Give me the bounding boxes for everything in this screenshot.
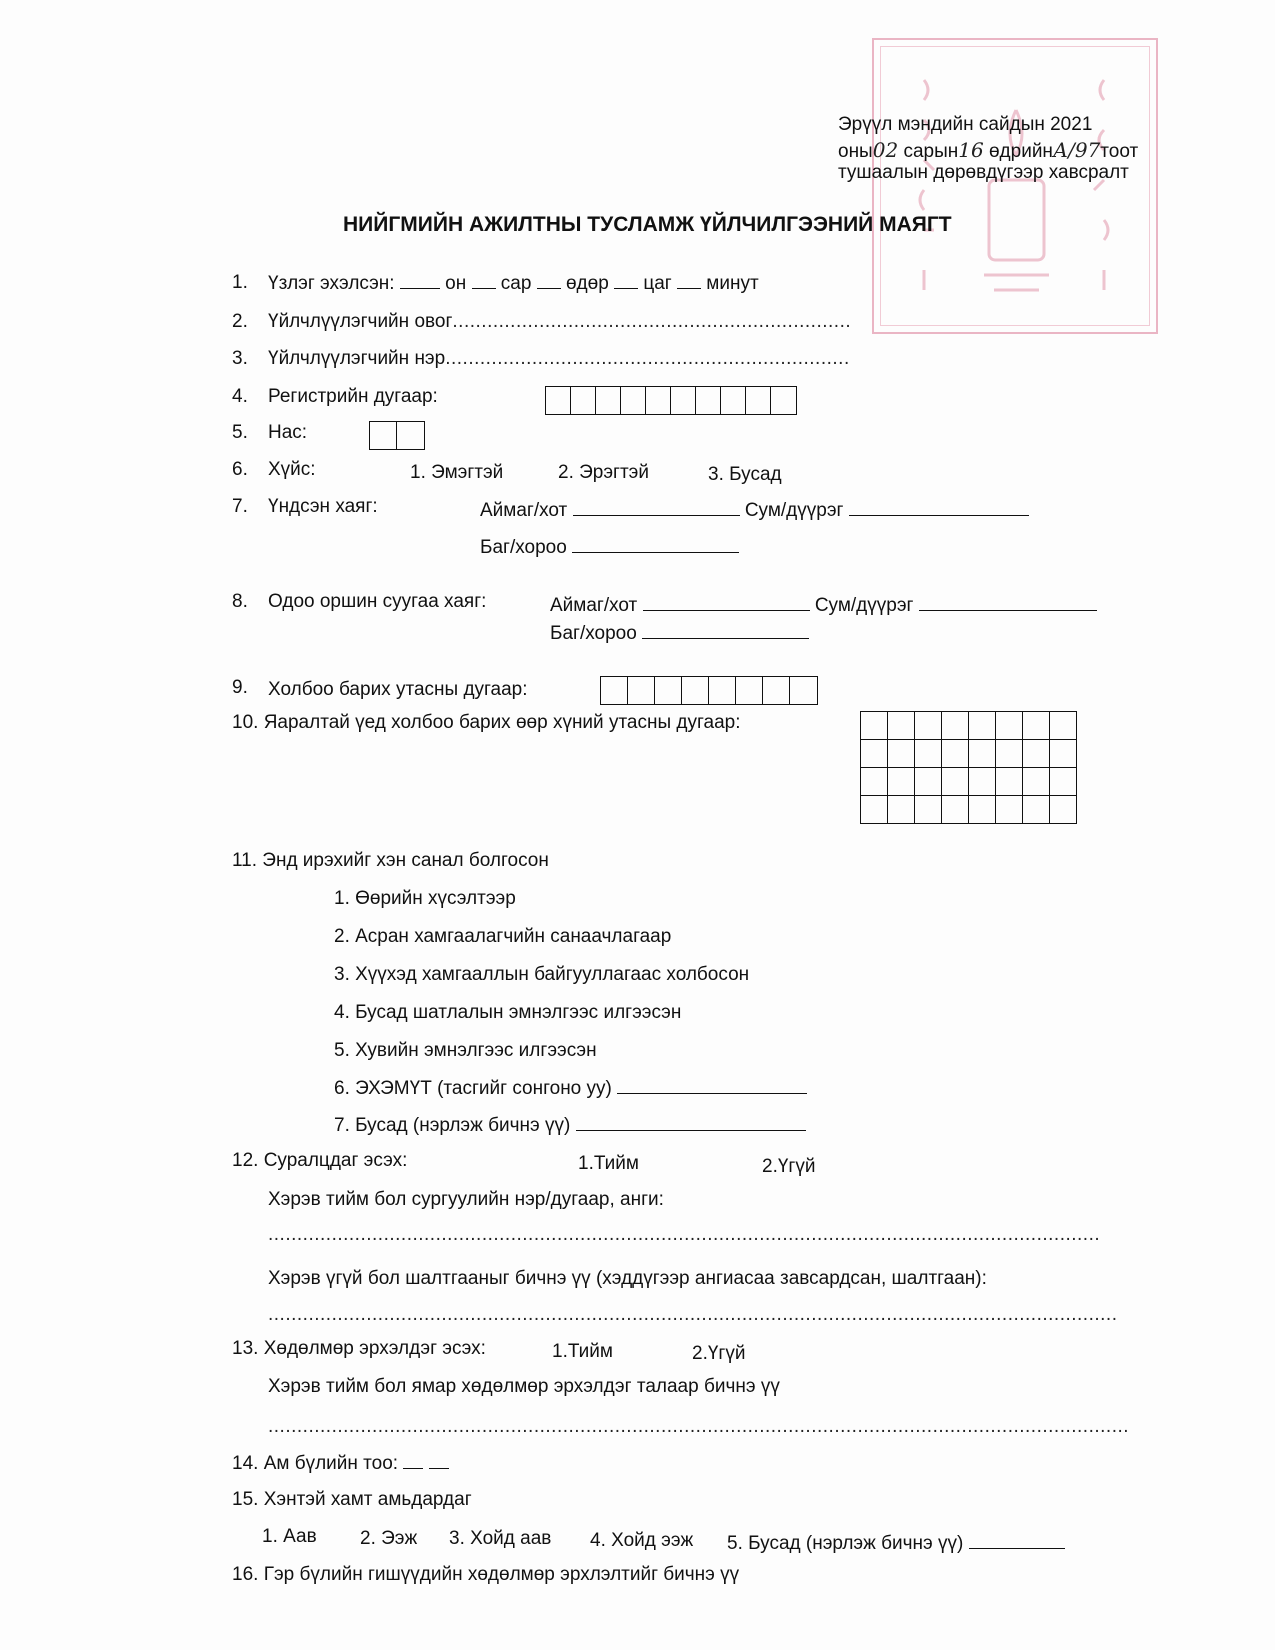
- grid-cell[interactable]: [1050, 712, 1077, 740]
- header-line-2: [838, 138, 1138, 163]
- phone-box[interactable]: [682, 677, 709, 704]
- q15-option-2[interactable]: 2. Ээж: [360, 1528, 418, 1549]
- q4-label: Регистрийн дугаар:: [268, 386, 438, 407]
- grid-cell[interactable]: [1050, 740, 1077, 768]
- reg-box[interactable]: [571, 387, 596, 414]
- q15-option-5[interactable]: 5. Бусад (нэрлэж бичнэ үү): [727, 1533, 964, 1554]
- grid-cell[interactable]: [861, 712, 888, 740]
- reg-box[interactable]: [746, 387, 771, 414]
- q14-label: Ам бүлийн тоо:: [263, 1453, 399, 1474]
- grid-cell[interactable]: [996, 768, 1023, 796]
- q13-row: [232, 1338, 486, 1360]
- q11-option-6-row: [334, 1077, 807, 1100]
- grid-cell[interactable]: [942, 796, 969, 824]
- header-text-toot: тоот: [1100, 141, 1139, 162]
- reg-box[interactable]: [721, 387, 746, 414]
- q11-label: Энд ирэхийг хэн санал болгосон: [262, 850, 549, 871]
- grid-cell[interactable]: [888, 796, 915, 824]
- q14-count-field-2[interactable]: [429, 1452, 449, 1469]
- q8-label: Одоо оршин суугаа хаяг:: [268, 591, 487, 612]
- handwritten-month: 02: [872, 138, 899, 162]
- q8-aimag-field[interactable]: [643, 594, 810, 611]
- q12-no[interactable]: 2.Үгүй: [762, 1156, 816, 1177]
- q1-label: Үзлэг эхэлсэн:: [268, 273, 395, 294]
- q7-aimag-label: Аймаг/хот: [480, 500, 568, 521]
- q7-sum-field[interactable]: [849, 499, 1029, 516]
- q11-option-7-field[interactable]: [576, 1114, 806, 1131]
- q9-number: 9.: [232, 677, 248, 698]
- header-text-ony: оны: [838, 141, 873, 162]
- reg-box[interactable]: [696, 387, 721, 414]
- q1-minute-label: минут: [706, 273, 759, 294]
- q3-label: Үйлчлүүлэгчийн нэр: [268, 348, 446, 369]
- age-box[interactable]: [397, 422, 424, 449]
- q7-label: Үндсэн хаяг:: [268, 496, 378, 517]
- q7-sum-label: Сум/дүүрэг: [744, 500, 844, 521]
- phone-box[interactable]: [601, 677, 628, 704]
- q5-number: 5.: [232, 422, 248, 443]
- q13-label: Хөдөлмөр эрхэлдэг эсэх:: [263, 1338, 486, 1359]
- grid-cell[interactable]: [915, 796, 942, 824]
- seal-emblem-icon: [874, 40, 1156, 332]
- grid-cell[interactable]: [915, 768, 942, 796]
- grid-cell[interactable]: [888, 740, 915, 768]
- q15-option-3[interactable]: 3. Хойд аав: [449, 1528, 552, 1549]
- q1-hour-field[interactable]: [614, 272, 638, 289]
- q8-bag-label: Баг/хороо: [550, 623, 637, 644]
- q11-option-7-row: [334, 1114, 806, 1137]
- q10-emergency-phone-grid[interactable]: [860, 711, 1077, 824]
- header-line-3: тушаалын дөрөвдүгээр хавсралт: [838, 162, 1129, 183]
- q15-option-4[interactable]: 4. Хойд ээж: [590, 1530, 694, 1551]
- grid-cell[interactable]: [942, 712, 969, 740]
- reg-box[interactable]: [621, 387, 646, 414]
- q7-aimag-field[interactable]: [573, 499, 740, 516]
- phone-box[interactable]: [736, 677, 763, 704]
- grid-cell[interactable]: [1023, 712, 1050, 740]
- q7-bag-field[interactable]: [572, 536, 739, 553]
- q1-year-label: он: [445, 273, 467, 294]
- q10-label: Яаралтай үед холбоо барих өөр хүний утасны дугаар:: [263, 712, 741, 733]
- q10-row: [232, 712, 741, 734]
- phone-box[interactable]: [790, 677, 817, 704]
- reg-box[interactable]: [596, 387, 621, 414]
- q8-sum-field[interactable]: [919, 594, 1097, 611]
- q8-bag-field[interactable]: [642, 622, 809, 639]
- q16-number: 16.: [232, 1564, 259, 1585]
- q2-surname-field[interactable]: .....................................................................: [452, 311, 852, 332]
- q2-row: [268, 311, 851, 333]
- q3-row: [268, 348, 850, 370]
- q12-school-field[interactable]: ................................................................................................................................................: [268, 1224, 1101, 1245]
- grid-cell[interactable]: [915, 740, 942, 768]
- q15-row: [232, 1489, 472, 1511]
- grid-cell[interactable]: [888, 768, 915, 796]
- q9-phone-boxes[interactable]: [600, 676, 818, 705]
- grid-cell[interactable]: [861, 768, 888, 796]
- q12-reason-field[interactable]: ...................................................................................................................................................: [268, 1304, 1118, 1325]
- q15-label: Хэнтэй хамт амьдардаг: [263, 1489, 472, 1510]
- grid-cell[interactable]: [915, 712, 942, 740]
- grid-cell[interactable]: [1050, 796, 1077, 824]
- q14-number: 14.: [232, 1453, 259, 1474]
- q12-if-yes-label: Хэрэв тийм бол сургуулийн нэр/дугаар, анги:: [268, 1189, 664, 1210]
- q7-bag-label: Баг/хороо: [480, 537, 567, 558]
- q7-number: 7.: [232, 496, 248, 517]
- q1-day-label: өдөр: [565, 273, 609, 294]
- header-text-saryn: сарын: [903, 141, 959, 162]
- q1-month-field[interactable]: [472, 272, 496, 289]
- grid-cell[interactable]: [1050, 768, 1077, 796]
- q6-option-female[interactable]: 1. Эмэгтэй: [410, 462, 504, 483]
- handwritten-day: 16: [958, 138, 984, 162]
- q15-number: 15.: [232, 1489, 259, 1510]
- q13-no[interactable]: 2.Үгүй: [692, 1343, 746, 1364]
- grid-cell[interactable]: [1023, 740, 1050, 768]
- q6-label: Хүйс:: [268, 459, 316, 480]
- header-text-odriin: өдрийн: [988, 141, 1053, 162]
- q11-number: 11.: [232, 850, 258, 871]
- header-line-1: Эрүүл мэндийн сайдын 2021: [838, 114, 1093, 135]
- q12-label: Суралцдаг эсэх:: [263, 1150, 408, 1171]
- q8-sum-label: Сум/дүүрэг: [814, 595, 914, 616]
- phone-box[interactable]: [709, 677, 736, 704]
- reg-box[interactable]: [771, 387, 796, 414]
- q8-number: 8.: [232, 591, 248, 612]
- q12-if-no-label: Хэрэв үгүй бол шалтгааныг бичнэ үү (хэддүгээр ангиасаа завсардсан, шалтгаан):: [268, 1268, 987, 1289]
- q1-exam-start: [268, 272, 759, 295]
- phone-box[interactable]: [763, 677, 790, 704]
- q16-row: [232, 1564, 739, 1586]
- q11-option-6-field[interactable]: [617, 1077, 807, 1094]
- q6-option-male[interactable]: 2. Эрэгтэй: [558, 462, 649, 483]
- q6-option-other[interactable]: 3. Бусад: [708, 464, 782, 485]
- q13-if-yes-label: Хэрэв тийм бол ямар хөдөлмөр эрхэлдэг талаар бичнэ үү: [268, 1376, 780, 1397]
- q7-aimag-row: [480, 499, 1029, 522]
- grid-cell[interactable]: [969, 740, 996, 768]
- grid-cell[interactable]: [1023, 796, 1050, 824]
- grid-cell[interactable]: [942, 740, 969, 768]
- page-title: НИЙГМИЙН АЖИЛТНЫ ТУСЛАМЖ ҮЙЛЧИЛГЭЭНИЙ МАЯГТ: [343, 213, 952, 236]
- q13-employment-field[interactable]: .....................................................................................................................................................: [268, 1416, 1130, 1437]
- q3-number: 3.: [232, 348, 248, 369]
- reg-box[interactable]: [671, 387, 696, 414]
- q8-aimag-label: Аймаг/хот: [550, 595, 638, 616]
- q8-aimag-row: [550, 594, 1097, 617]
- q12-row: [232, 1150, 407, 1172]
- q14-row: [232, 1452, 449, 1475]
- q15-option-5-row: [727, 1532, 1065, 1555]
- q13-yes[interactable]: 1.Тийм: [552, 1341, 613, 1362]
- q14-count-field-1[interactable]: [403, 1452, 423, 1469]
- phone-box[interactable]: [655, 677, 682, 704]
- q1-hour-label: цаг: [643, 273, 672, 294]
- q12-yes[interactable]: 1.Тийм: [578, 1153, 639, 1174]
- q10-number: 10.: [232, 712, 259, 733]
- q2-label: Үйлчлүүлэгчийн овог: [268, 311, 453, 332]
- reg-box[interactable]: [646, 387, 671, 414]
- grid-cell[interactable]: [888, 712, 915, 740]
- q1-minute-field[interactable]: [677, 272, 701, 289]
- q5-label: Нас:: [268, 422, 308, 443]
- q4-number: 4.: [232, 386, 248, 407]
- q15-option-1[interactable]: 1. Аав: [262, 1526, 317, 1547]
- phone-box[interactable]: [628, 677, 655, 704]
- q4-registration-boxes[interactable]: [545, 386, 797, 415]
- q7-bag-row: [480, 536, 739, 559]
- age-box[interactable]: [370, 422, 397, 449]
- q1-month-label: сар: [500, 273, 532, 294]
- q9-label: Холбоо барих утасны дугаар:: [268, 679, 528, 700]
- grid-cell[interactable]: [969, 796, 996, 824]
- handwritten-order-number: А/97: [1052, 138, 1101, 162]
- grid-cell[interactable]: [996, 796, 1023, 824]
- q11-option-2[interactable]: 2. Асран хамгаалагчийн санаачлагаар: [334, 926, 672, 947]
- q3-name-field[interactable]: ......................................................................: [445, 348, 850, 369]
- q1-number: 1.: [232, 272, 248, 293]
- grid-cell[interactable]: [996, 712, 1023, 740]
- official-seal-stamp: [872, 38, 1158, 334]
- grid-cell[interactable]: [861, 740, 888, 768]
- q11-option-5[interactable]: 5. Хувийн эмнэлгээс илгээсэн: [334, 1040, 597, 1061]
- q11-option-3[interactable]: 3. Хүүхэд хамгааллын байгууллагаас холбосон: [334, 964, 750, 985]
- q1-year-field[interactable]: [400, 272, 440, 289]
- q11-option-7[interactable]: 7. Бусад (нэрлэж бичнэ үү): [334, 1115, 571, 1136]
- q11-option-4[interactable]: 4. Бусад шатлалын эмнэлгээс илгээсэн: [334, 1002, 682, 1023]
- grid-cell[interactable]: [861, 796, 888, 824]
- q6-number: 6.: [232, 459, 248, 480]
- q12-number: 12.: [232, 1150, 259, 1171]
- grid-cell[interactable]: [969, 768, 996, 796]
- q11-option-6[interactable]: 6. ЭХЭМҮТ (тасгийг сонгоно уу): [334, 1078, 612, 1099]
- q15-option-5-field[interactable]: [969, 1532, 1065, 1549]
- q5-age-boxes[interactable]: [369, 421, 425, 450]
- q2-number: 2.: [232, 311, 248, 332]
- q11-row: [232, 850, 549, 872]
- q8-bag-row: [550, 622, 809, 645]
- reg-box[interactable]: [546, 387, 571, 414]
- grid-cell[interactable]: [969, 712, 996, 740]
- q1-day-field[interactable]: [537, 272, 561, 289]
- q11-option-1[interactable]: 1. Өөрийн хүсэлтээр: [334, 888, 516, 909]
- grid-cell[interactable]: [1023, 768, 1050, 796]
- q13-number: 13.: [232, 1338, 259, 1359]
- grid-cell[interactable]: [996, 740, 1023, 768]
- grid-cell[interactable]: [942, 768, 969, 796]
- q16-label: Гэр бүлийн гишүүдийн хөдөлмөр эрхлэлтийг бичнэ үү: [263, 1564, 740, 1585]
